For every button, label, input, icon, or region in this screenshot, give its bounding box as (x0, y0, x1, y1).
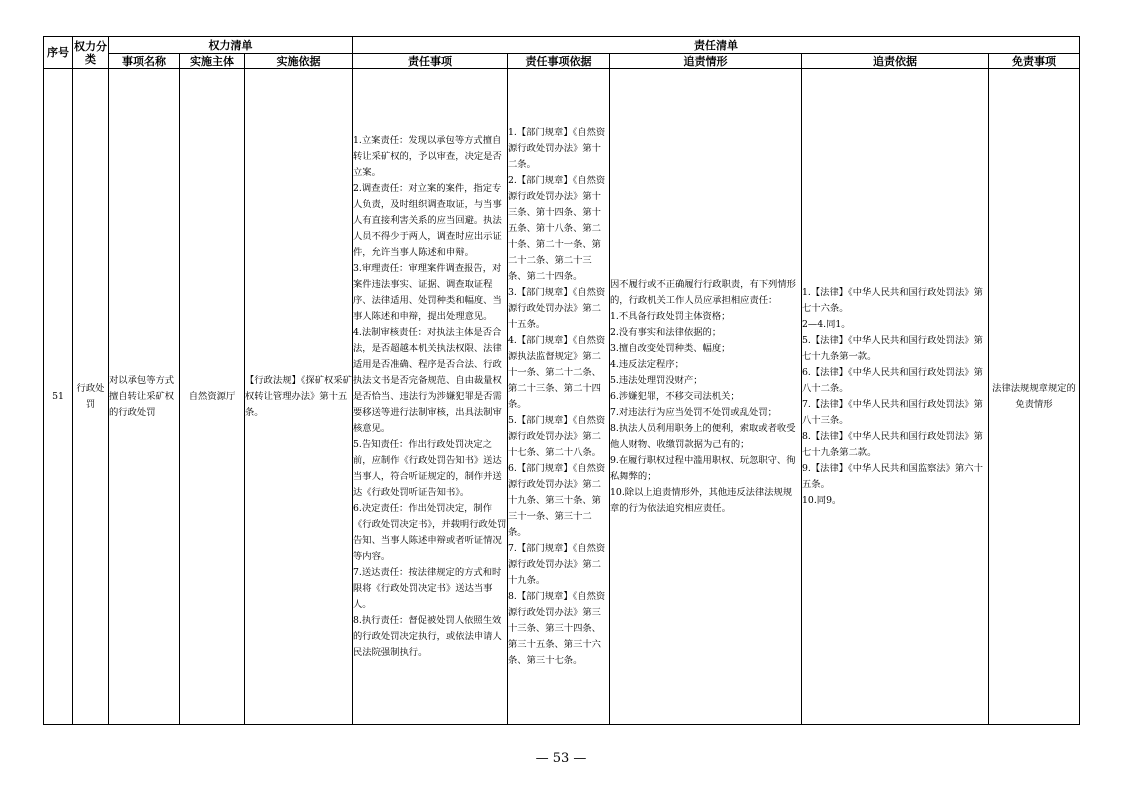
list-item: 2.【部门规章】《自然资源行政处罚办法》第十三条、第十四条、第十五条、第十八条、第二十条、第二十一条、第二十二条、第二十三条、第二十四条。 (508, 174, 606, 282)
list-item: 2.没有事实和法律依据的； (610, 326, 722, 338)
header-exemption: 免责事项 (989, 54, 1080, 69)
list-item: 6.涉嫌犯罪，不移交司法机关； (610, 390, 740, 402)
list-item: 5.告知责任：作出行政处罚决定之前，应制作《行政处罚告知书》送达当事人，符合听证规定的，制作并送达《行政处罚听证告知书》。 (353, 438, 502, 498)
list-item: 4.违反法定程序； (610, 358, 684, 370)
cell-responsibility-items (353, 69, 508, 725)
list-item: 8.执行责任：督促被处罚人依照生效的行政处罚决定执行，或依法申请人民法院强制执行。 (353, 614, 502, 658)
list-item: 8.【部门规章】《自然资源行政处罚办法》第三十三条、第三十四条、第三十五条、第三十六条、第三十七条。 (508, 590, 606, 666)
list-item: 4.法制审核责任：对执法主体是否合法，是否超越本机关执法权限、法律适用是否准确、程序是否合法、行政执法文书是否完备规范、自由裁量权是否恰当、违法行为涉嫌犯罪是否需要移送等进行法制审核，出具法制审核意见。 (353, 326, 502, 434)
list-item: 5.违法处理罚没财产； (610, 374, 703, 386)
cell-basis: 【行政法规】《探矿权采矿权转让管理办法》第十五条。 (245, 69, 353, 725)
header-basis: 实施依据 (245, 54, 353, 69)
list-item: 3.审理责任：审理案件调查报告，对案件违法事实、证据、调查取证程序、法律适用、处罚种类和幅度、当事人陈述和申辩，提出处理意见。 (353, 262, 502, 322)
list-item: 7.对违法行为应当处罚不处罚或乱处罚； (610, 406, 777, 418)
cell-power-type: 行政处罚 (73, 69, 109, 725)
header-accountability: 追责情形 (610, 54, 802, 69)
page-number: — 53 — (535, 751, 587, 766)
list-item: 9.在履行职权过程中滥用职权、玩忽职守、徇私舞弊的； (610, 454, 796, 482)
list-item: 3.【部门规章】《自然资源行政处罚办法》第二十五条。 (508, 286, 606, 330)
responsibility-table (43, 36, 1080, 725)
list-item: 1.不具备行政处罚主体资格； (610, 310, 731, 322)
list-item: 1.立案责任：发现以承包等方式擅自转让采矿权的，予以审查，决定是否立案。 (353, 134, 502, 178)
header-power-type: 权力分类 (73, 37, 109, 69)
list-item: 6.【部门规章】《自然资源行政处罚办法》第二十九条、第三十条、第三十一条、第三十二条。 (508, 462, 606, 538)
cell-responsibility-basis (508, 69, 610, 725)
list-item: 6.决定责任：作出处罚决定，制作《行政处罚决定书》，并载明行政处罚告知、当事人陈述申辩或者听证情况等内容。 (353, 502, 507, 562)
list-item: 2.调查责任：对立案的案件，指定专人负责，及时组织调查取证，与当事人有直接利害关系的应当回避。执法人员不得少于两人，调查时应出示证件，允许当事人陈述和申辩。 (353, 182, 502, 258)
list-item: 5.【法律】《中华人民共和国行政处罚法》第七十九条第一款。 (802, 334, 983, 362)
cell-item-name: 对以承包等方式擅自转让采矿权的行政处罚 (109, 69, 180, 725)
list-item: 8.执法人员利用职务上的便利，索取或者收受他人财物、收缴罚款据为己有的； (610, 422, 796, 450)
list-item: 5.【部门规章】《自然资源行政处罚办法》第二十七条、第二十八条。 (508, 414, 606, 458)
header-responsibility-basis: 责任事项依据 (508, 54, 610, 69)
list-item: 10.同9。 (802, 494, 842, 506)
header-subject: 实施主体 (180, 54, 245, 69)
header-power-list: 权力清单 (109, 37, 353, 54)
header-responsibility-items: 责任事项 (353, 54, 508, 69)
list-item: 1.【部门规章】《自然资源行政处罚办法》第十二条。 (508, 126, 606, 170)
list-item: 6.【法律】《中华人民共和国行政处罚法》第八十二条。 (802, 366, 983, 394)
header-seq: 序号 (44, 37, 73, 69)
list-item: 10.除以上追责情形外，其他违反法律法规规章的行为依法追究相应责任。 (610, 486, 793, 514)
header-responsibility-list: 责任清单 (353, 37, 1080, 54)
list-item: 4.【部门规章】《自然资源执法监督规定》第二十一条、第二十二条、第二十三条、第二十四条。 (508, 334, 606, 410)
list-item: 3.擅自改变处罚种类、幅度； (610, 342, 731, 354)
list-item: 2—4.同1。 (802, 318, 851, 330)
list-item: 7.【法律】《中华人民共和国行政处罚法》第八十三条。 (802, 398, 983, 426)
cell-subject: 自然资源厅 (180, 69, 245, 725)
cell-accountability-basis (802, 69, 989, 725)
header-item-name: 事项名称 (109, 54, 180, 69)
cell-accountability (610, 69, 802, 725)
list-item: 8.【法律】《中华人民共和国行政处罚法》第七十九条第二款。 (802, 430, 983, 458)
list-item: 因不履行或不正确履行行政职责，有下列情形的，行政机关工作人员应承担相应责任： (610, 278, 796, 306)
table-row (44, 69, 1080, 725)
list-item: 7.【部门规章】《自然资源行政处罚办法》第二十九条。 (508, 542, 606, 586)
list-item: 7.送达责任：按法律规定的方式和时限将《行政处罚决定书》送达当事人。 (353, 566, 502, 610)
list-item: 1.【法律】《中华人民共和国行政处罚法》第七十六条。 (802, 286, 983, 314)
header-accountability-basis: 追责依据 (802, 54, 989, 69)
cell-exemption: 法律法规规章规定的免责情形 (989, 69, 1080, 725)
list-item: 9.【法律】《中华人民共和国监察法》第六十五条。 (802, 462, 983, 490)
cell-seq: 51 (44, 69, 73, 725)
